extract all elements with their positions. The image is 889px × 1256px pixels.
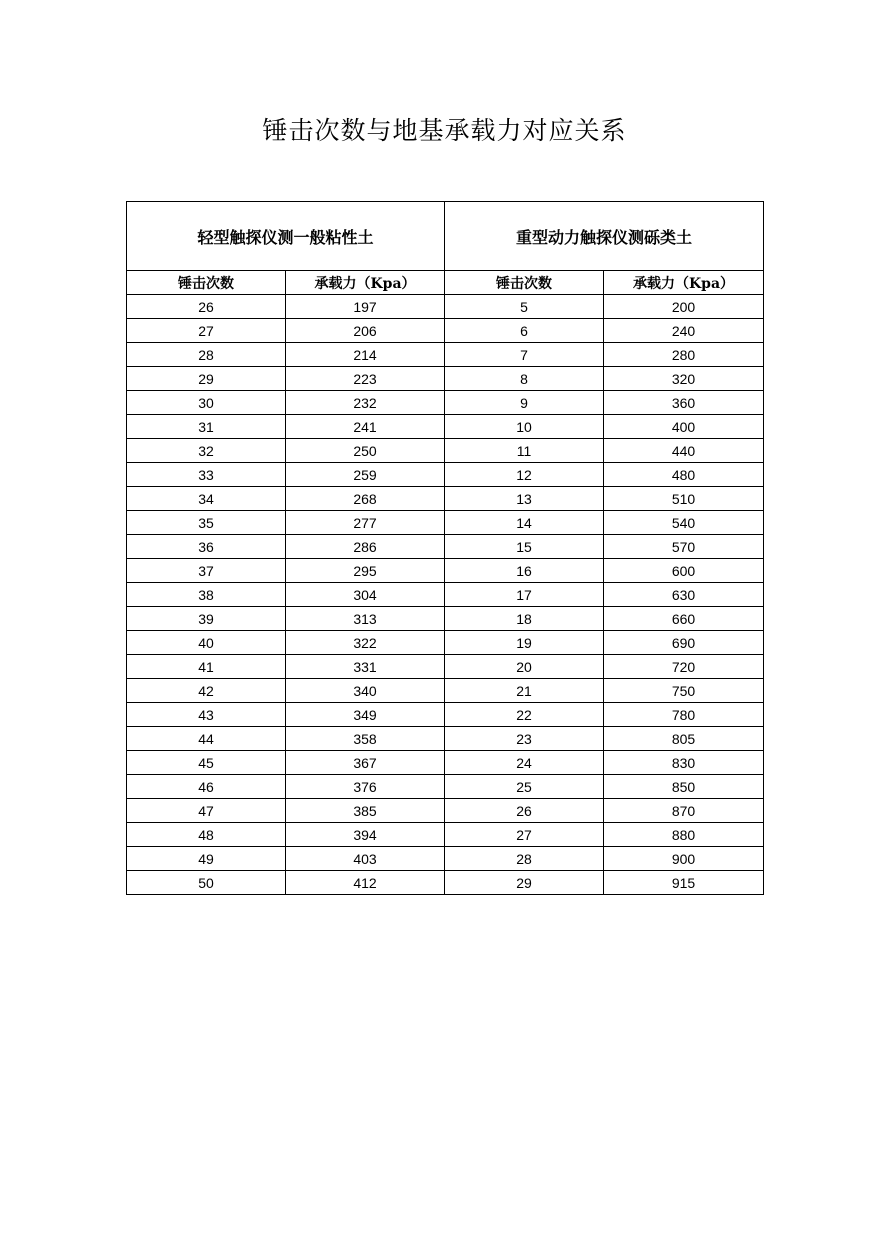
table-row — [127, 799, 764, 823]
heavy-blow-count-cell: 15 — [445, 535, 604, 559]
light-blow-count-cell: 42 — [127, 679, 286, 703]
light-bearing-capacity-cell: 286 — [286, 535, 445, 559]
page-title: 锤击次数与地基承载力对应关系 — [262, 116, 627, 145]
table-row — [127, 391, 764, 415]
heavy-blow-count-cell: 25 — [445, 775, 604, 799]
group-header-row — [127, 202, 764, 271]
table-row — [127, 823, 764, 847]
heavy-blow-count-cell: 11 — [445, 439, 604, 463]
heavy-bearing-capacity-cell: 750 — [604, 679, 764, 703]
light-blow-count-cell: 35 — [127, 511, 286, 535]
heavy-bearing-capacity-cell: 660 — [604, 607, 764, 631]
heavy-blow-count-cell: 9 — [445, 391, 604, 415]
heavy-bearing-capacity-cell: 570 — [604, 535, 764, 559]
light-bearing-capacity-cell: 206 — [286, 319, 445, 343]
heavy-bearing-capacity-cell: 360 — [604, 391, 764, 415]
heavy-bearing-capacity-header: 承载力（Kpa） — [604, 271, 764, 295]
table-row — [127, 871, 764, 895]
heavy-bearing-capacity-cell: 200 — [604, 295, 764, 319]
light-blow-count-cell: 40 — [127, 631, 286, 655]
table-row — [127, 775, 764, 799]
table-row — [127, 463, 764, 487]
heavy-bearing-capacity-cell: 320 — [604, 367, 764, 391]
light-bearing-capacity-cell: 232 — [286, 391, 445, 415]
light-blow-count-cell: 38 — [127, 583, 286, 607]
heavy-bearing-capacity-cell: 600 — [604, 559, 764, 583]
heavy-bearing-capacity-cell: 280 — [604, 343, 764, 367]
light-bearing-capacity-cell: 403 — [286, 847, 445, 871]
heavy-blow-count-cell: 20 — [445, 655, 604, 679]
light-bearing-capacity-cell: 250 — [286, 439, 445, 463]
heavy-blow-count-cell: 17 — [445, 583, 604, 607]
light-blow-count-cell: 37 — [127, 559, 286, 583]
heavy-bearing-capacity-cell: 540 — [604, 511, 764, 535]
light-blow-count-cell: 32 — [127, 439, 286, 463]
light-bearing-capacity-cell: 295 — [286, 559, 445, 583]
heavy-bearing-capacity-cell: 850 — [604, 775, 764, 799]
heavy-penetrometer-group-header: 重型动力触探仪测砾类土 — [445, 202, 764, 271]
light-blow-count-cell: 28 — [127, 343, 286, 367]
heavy-bearing-capacity-cell: 440 — [604, 439, 764, 463]
heavy-bearing-capacity-cell: 630 — [604, 583, 764, 607]
heavy-blow-count-cell: 16 — [445, 559, 604, 583]
light-blow-count-cell: 46 — [127, 775, 286, 799]
heavy-bearing-capacity-cell: 690 — [604, 631, 764, 655]
heavy-bearing-capacity-cell: 880 — [604, 823, 764, 847]
table-body — [127, 202, 764, 895]
heavy-bearing-capacity-cell: 780 — [604, 703, 764, 727]
light-blow-count-cell: 26 — [127, 295, 286, 319]
light-bearing-capacity-cell: 394 — [286, 823, 445, 847]
light-bearing-capacity-header: 承载力（Kpa） — [286, 271, 445, 295]
table-row — [127, 703, 764, 727]
light-bearing-capacity-cell: 322 — [286, 631, 445, 655]
heavy-bearing-capacity-cell: 510 — [604, 487, 764, 511]
light-penetrometer-group-header: 轻型触探仪测一般粘性土 — [127, 202, 445, 271]
heavy-blow-count-cell: 27 — [445, 823, 604, 847]
table-row — [127, 343, 764, 367]
heavy-bearing-capacity-cell: 830 — [604, 751, 764, 775]
heavy-bearing-capacity-cell: 240 — [604, 319, 764, 343]
table-row — [127, 583, 764, 607]
heavy-bearing-capacity-cell: 480 — [604, 463, 764, 487]
light-bearing-capacity-cell: 367 — [286, 751, 445, 775]
heavy-blow-count-cell: 6 — [445, 319, 604, 343]
light-bearing-capacity-cell: 313 — [286, 607, 445, 631]
table-row — [127, 415, 764, 439]
heavy-blow-count-cell: 23 — [445, 727, 604, 751]
heavy-bearing-capacity-cell: 915 — [604, 871, 764, 895]
light-blow-count-cell: 45 — [127, 751, 286, 775]
bearing-capacity-table — [126, 201, 764, 895]
column-header-row — [127, 271, 764, 295]
heavy-blow-count-cell: 13 — [445, 487, 604, 511]
heavy-blow-count-cell: 28 — [445, 847, 604, 871]
heavy-bearing-capacity-cell: 400 — [604, 415, 764, 439]
light-blow-count-cell: 36 — [127, 535, 286, 559]
light-bearing-capacity-cell: 259 — [286, 463, 445, 487]
light-bearing-capacity-cell: 331 — [286, 655, 445, 679]
heavy-blow-count-cell: 18 — [445, 607, 604, 631]
light-blow-count-cell: 27 — [127, 319, 286, 343]
heavy-blow-count-cell: 8 — [445, 367, 604, 391]
light-bearing-capacity-cell: 358 — [286, 727, 445, 751]
heavy-bearing-capacity-cell: 805 — [604, 727, 764, 751]
table-row — [127, 367, 764, 391]
light-bearing-capacity-cell: 412 — [286, 871, 445, 895]
light-blow-count-cell: 33 — [127, 463, 286, 487]
table-row — [127, 727, 764, 751]
table-row — [127, 295, 764, 319]
light-blow-count-cell: 29 — [127, 367, 286, 391]
heavy-blow-count-cell: 29 — [445, 871, 604, 895]
heavy-blow-count-cell: 10 — [445, 415, 604, 439]
table-row — [127, 751, 764, 775]
light-blow-count-cell: 43 — [127, 703, 286, 727]
heavy-blow-count-cell: 24 — [445, 751, 604, 775]
light-blow-count-cell: 41 — [127, 655, 286, 679]
light-blow-count-cell: 50 — [127, 871, 286, 895]
light-blow-count-cell: 30 — [127, 391, 286, 415]
table-row — [127, 679, 764, 703]
light-blow-count-cell: 44 — [127, 727, 286, 751]
light-blow-count-cell: 49 — [127, 847, 286, 871]
light-bearing-capacity-cell: 241 — [286, 415, 445, 439]
heavy-blow-count-cell: 12 — [445, 463, 604, 487]
table-row — [127, 535, 764, 559]
light-blow-count-header: 锤击次数 — [127, 271, 286, 295]
table-row — [127, 559, 764, 583]
light-bearing-capacity-cell: 385 — [286, 799, 445, 823]
light-bearing-capacity-cell: 340 — [286, 679, 445, 703]
heavy-blow-count-header: 锤击次数 — [445, 271, 604, 295]
light-bearing-capacity-cell: 349 — [286, 703, 445, 727]
light-blow-count-cell: 39 — [127, 607, 286, 631]
table-row — [127, 319, 764, 343]
light-bearing-capacity-cell: 304 — [286, 583, 445, 607]
light-bearing-capacity-cell: 214 — [286, 343, 445, 367]
heavy-blow-count-cell: 21 — [445, 679, 604, 703]
light-bearing-capacity-cell: 376 — [286, 775, 445, 799]
light-blow-count-cell: 48 — [127, 823, 286, 847]
table-row — [127, 439, 764, 463]
light-bearing-capacity-cell: 223 — [286, 367, 445, 391]
light-blow-count-cell: 47 — [127, 799, 286, 823]
light-blow-count-cell: 31 — [127, 415, 286, 439]
light-blow-count-cell: 34 — [127, 487, 286, 511]
heavy-bearing-capacity-cell: 720 — [604, 655, 764, 679]
table-row — [127, 655, 764, 679]
heavy-blow-count-cell: 5 — [445, 295, 604, 319]
table-row — [127, 631, 764, 655]
light-bearing-capacity-cell: 277 — [286, 511, 445, 535]
heavy-blow-count-cell: 7 — [445, 343, 604, 367]
light-bearing-capacity-cell: 268 — [286, 487, 445, 511]
heavy-blow-count-cell: 22 — [445, 703, 604, 727]
heavy-bearing-capacity-cell: 870 — [604, 799, 764, 823]
table-row — [127, 847, 764, 871]
light-bearing-capacity-cell: 197 — [286, 295, 445, 319]
heavy-blow-count-cell: 14 — [445, 511, 604, 535]
heavy-blow-count-cell: 19 — [445, 631, 604, 655]
table-row — [127, 511, 764, 535]
table-row — [127, 607, 764, 631]
table-row — [127, 487, 764, 511]
heavy-blow-count-cell: 26 — [445, 799, 604, 823]
heavy-bearing-capacity-cell: 900 — [604, 847, 764, 871]
